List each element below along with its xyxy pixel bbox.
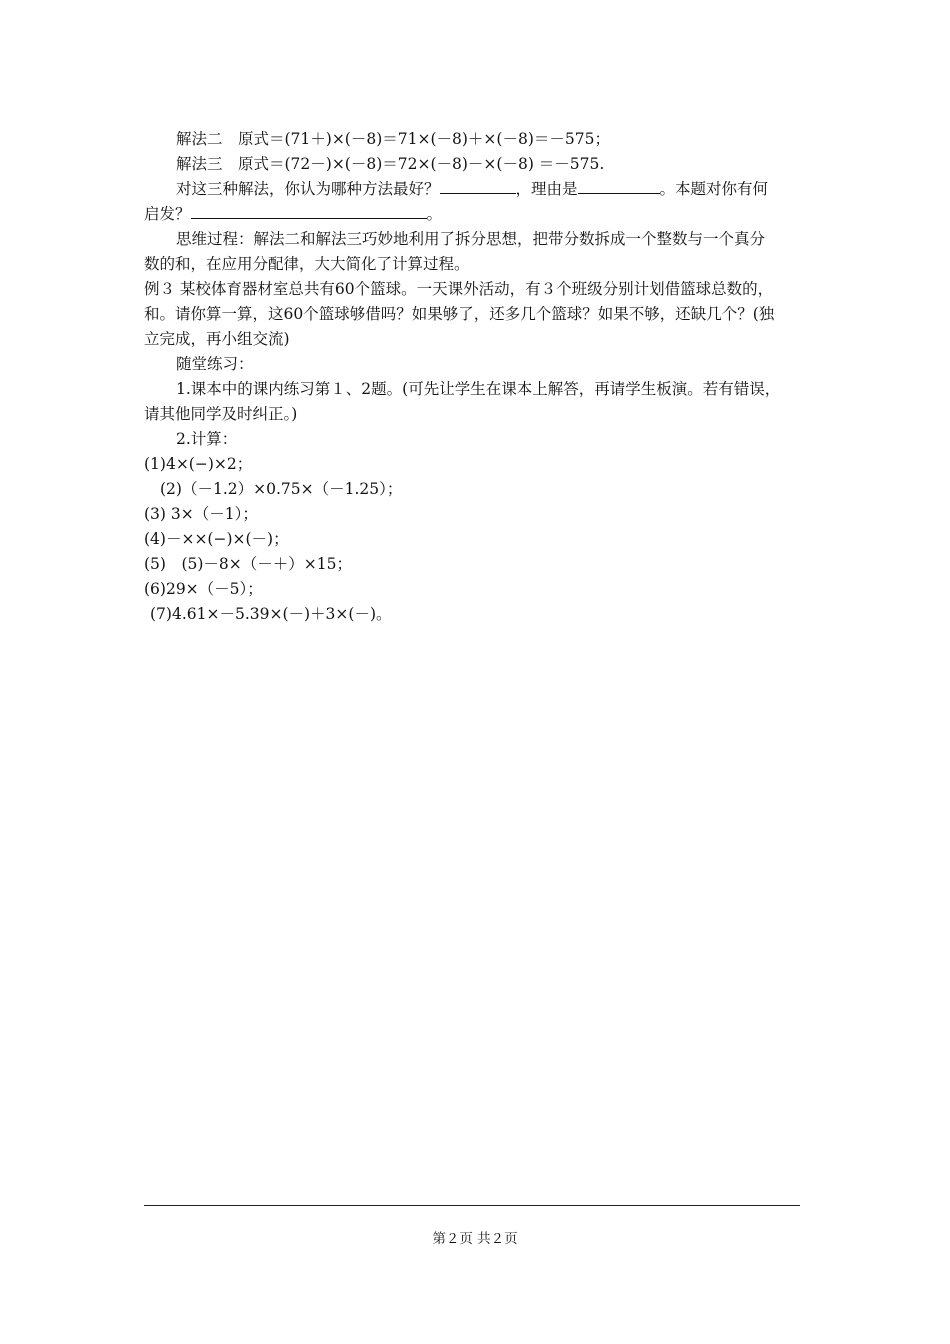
solution-three-line: 解法三 原式＝(72－)×(－8)＝72×(－8)－×(－8) ＝－575.	[176, 155, 605, 173]
question-text: 对这三种解法，你认为哪种方法最好？	[176, 180, 440, 198]
inspiration-end: 。	[426, 205, 443, 223]
thinking-process-line: 思维过程：解法二和解法三巧妙地利用了拆分思想，把带分数拆成一个整数与一个真分	[176, 230, 766, 248]
reason-text: ，理由是	[515, 180, 578, 198]
exercise-7: (7)4.61×－5.39×(－)＋3×(－)。	[150, 605, 392, 623]
question-line	[176, 179, 768, 199]
exercise-2: (2)（－1.2）×0.75×（－1.25）；	[160, 480, 403, 498]
example-three-line-2: 和。请你算一算，这60个篮球够借吗？如果够了，还多几个篮球？如果不够，还缺几个？(独	[144, 305, 775, 323]
answer-blank-reason	[578, 179, 660, 194]
exercise-4: (4)－××(−)×(－)；	[144, 530, 289, 548]
exercise-5: (5) (5)－8×（－＋）×15；	[144, 555, 352, 573]
practice-item-1: 1.课本中的课内练习第１、2题。(可先让学生在课本上解答，再请学生板演。若有错误，	[176, 380, 781, 398]
inspiration-text: 启发？	[144, 205, 191, 223]
practice-item-1-cont: 请其他同学及时纠正。)	[144, 405, 298, 423]
exercise-1: (1)4×(−)×2；	[144, 455, 253, 473]
thinking-process-line-2: 数的和，在应用分配律，大大简化了计算过程。	[144, 255, 470, 273]
example-three-line-3: 立完成，再小组交流)	[144, 330, 290, 348]
question-tail-text: 。本题对你有何	[659, 180, 769, 198]
solution-two-line: 解法二 原式＝(71＋)×(－8)＝71×(－8)＋×(－8)＝－575；	[176, 130, 610, 148]
practice-item-2: 2.计算：	[176, 430, 238, 448]
exercise-3: (3) 3×（－1）；	[144, 505, 258, 523]
inspiration-line	[144, 204, 442, 224]
answer-blank-inspiration	[191, 204, 427, 219]
page-number: 第２页 共２页	[432, 1231, 518, 1247]
example-three-line: 例３ 某校体育器材室总共有60个篮球。一天课外活动，有３个班级分别计划借篮球总数的，	[144, 280, 774, 298]
exercise-6: (6)29×（－5）；	[144, 580, 263, 598]
answer-blank-best	[440, 179, 516, 194]
footer-divider	[144, 1205, 800, 1206]
practice-heading: 随堂练习：	[176, 355, 254, 373]
